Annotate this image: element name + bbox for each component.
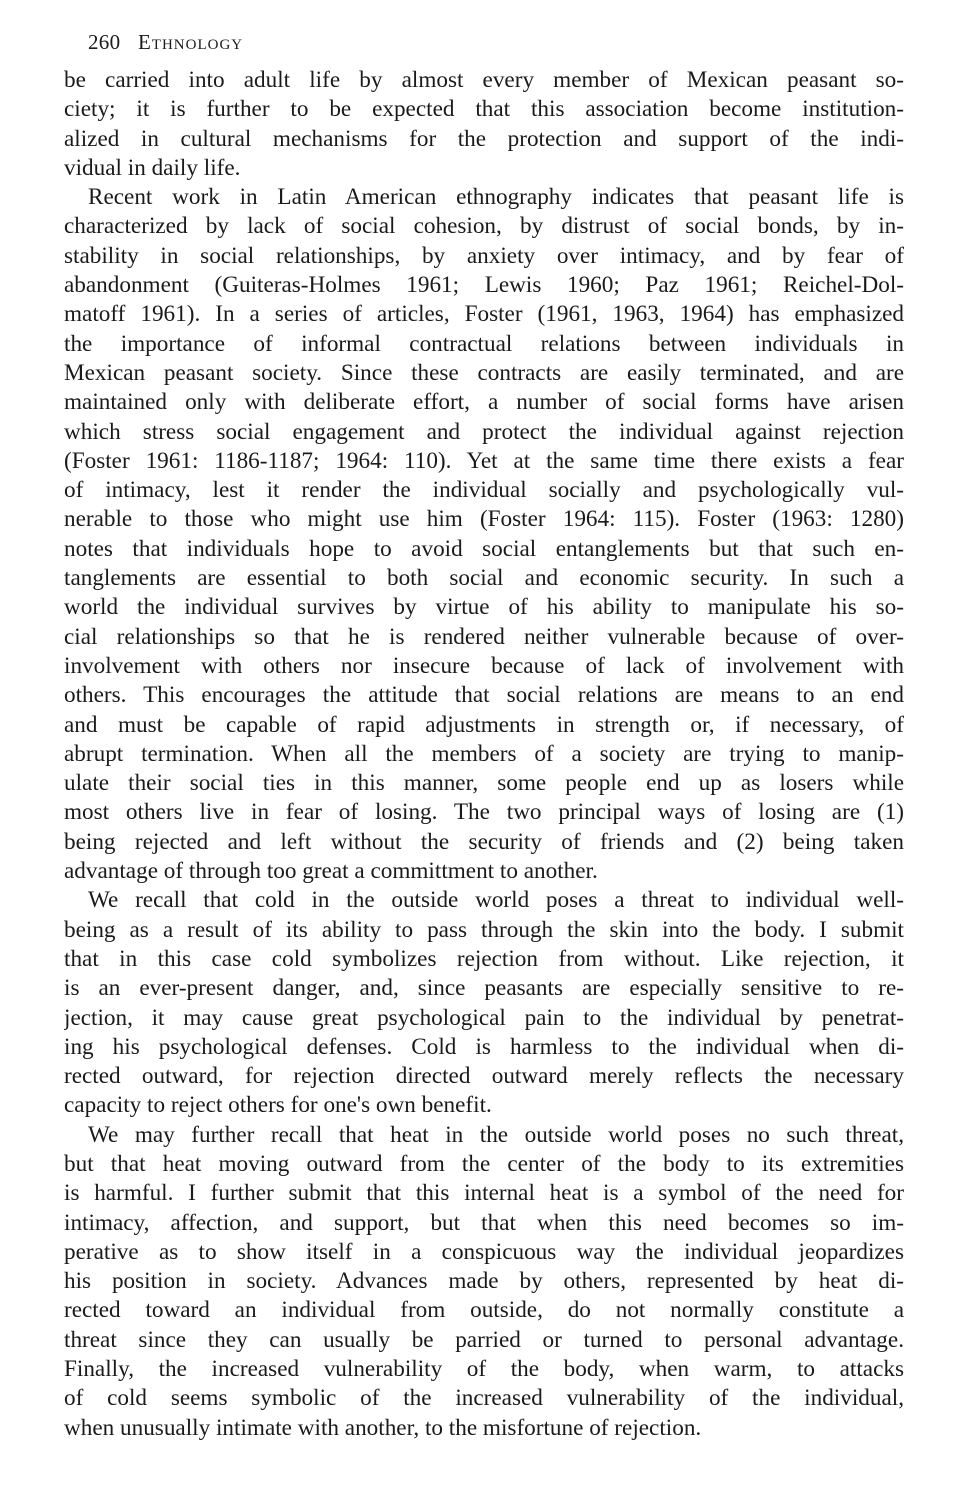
text-line: tanglements are essential to both social and economic security. In such a: [64, 565, 904, 592]
book-page: [64, 22, 904, 1443]
text-line: others. This encourages the attitude that social relations are means to an end: [64, 682, 904, 709]
text-line: capacity to reject others for one's own benefit.: [64, 1092, 492, 1119]
text-line: which stress social engagement and protect the individual against rejection: [64, 418, 904, 445]
text-line: matoff 1961). In a series of articles, Foster (1961, 1963, 1964) has emphasized: [64, 301, 904, 328]
text-line: Mexican peasant society. Since these contracts are easily terminated, and are: [64, 359, 904, 386]
text-line: most others live in fear of losing. The two principal ways of losing are (1): [64, 799, 904, 826]
text-line: characterized by lack of social cohesion, by distrust of social bonds, by in-: [64, 213, 904, 240]
text-line: ciety; it is further to be expected that this association become institution-: [64, 96, 904, 123]
paragraph: [64, 1121, 904, 1443]
text-line: perative as to show itself in a conspicuous way the individual jeopardizes: [64, 1238, 904, 1265]
text-line: the importance of informal contractual relations between individuals in: [64, 330, 904, 357]
text-line: is an ever-present danger, and, since peasants are especially sensitive to re-: [64, 975, 904, 1002]
page-number: 260: [88, 30, 121, 54]
text-line: vidual in daily life.: [64, 154, 241, 181]
text-line: (Foster 1961: 1186-1187; 1964: 110). Yet at the same time there exists a fear: [64, 447, 904, 474]
text-line: advantage of through too great a committment to another.: [64, 858, 598, 885]
running-head: [64, 22, 904, 66]
text-line: stability in social relationships, by anxiety over intimacy, and by fear of: [64, 242, 904, 269]
text-line: threat since they can usually be parried or turned to personal advantage.: [64, 1326, 904, 1353]
text-line: notes that individuals hope to avoid social entanglements but that such en-: [64, 535, 904, 562]
paragraph: [64, 66, 904, 183]
text-line: his position in society. Advances made by others, represented by heat di-: [64, 1268, 904, 1295]
text-line: rected outward, for rejection directed outward merely reflects the necessary: [64, 1063, 904, 1090]
text-line: maintained only with deliberate effort, a number of social forms have arisen: [64, 389, 904, 416]
text-line: involvement with others nor insecure because of lack of involvement with: [64, 652, 904, 679]
text-line: alized in cultural mechanisms for the protection and support of the indi-: [64, 125, 904, 152]
text-line: ing his psychological defenses. Cold is harmless to the individual when di-: [64, 1033, 904, 1060]
text-line: Recent work in Latin American ethnography indicates that peasant life is: [88, 184, 904, 211]
text-line: cial relationships so that he is rendered neither vulnerable because of over-: [64, 623, 904, 650]
text-line: of cold seems symbolic of the increased vulnerability of the individual,: [64, 1385, 904, 1412]
text-line: We may further recall that heat in the outside world poses no such threat,: [88, 1121, 904, 1148]
text-line: rected toward an individual from outside, do not normally constitute a: [64, 1297, 904, 1324]
text-line: Finally, the increased vulnerability of the body, when warm, to attacks: [64, 1356, 904, 1383]
text-line: but that heat moving outward from the center of the body to its extremities: [64, 1150, 904, 1177]
text-line: being rejected and left without the security of friends and (2) being taken: [64, 828, 904, 855]
text-line: world the individual survives by virtue of his ability to manipulate his so-: [64, 594, 904, 621]
text-line: abandonment (Guiteras-Holmes 1961; Lewis 1960; Paz 1961; Reichel-Dol-: [64, 272, 904, 299]
text-line: intimacy, affection, and support, but that when this need becomes so im-: [64, 1209, 904, 1236]
text-line: of intimacy, lest it render the individual socially and psychologically vul-: [64, 477, 904, 504]
text-line: and must be capable of rapid adjustments in strength or, if necessary, of: [64, 711, 904, 738]
journal-title: Ethnology: [137, 30, 244, 54]
text-line: We recall that cold in the outside world poses a threat to individual well-: [88, 887, 904, 914]
text-line: when unusually intimate with another, to the misfortune of rejection.: [64, 1414, 702, 1441]
text-line: ulate their social ties in this manner, some people end up as losers while: [64, 770, 904, 797]
paragraph: [64, 183, 904, 886]
text-line: jection, it may cause great psychological pain to the individual by penetrat-: [64, 1004, 904, 1031]
text-line: nerable to those who might use him (Foster 1964: 115). Foster (1963: 1280): [64, 506, 904, 533]
text-line: that in this case cold symbolizes rejection from without. Like rejection, it: [64, 945, 904, 972]
body-text: [64, 66, 904, 1443]
paragraph: [64, 886, 904, 1120]
text-line: is harmful. I further submit that this internal heat is a symbol of the need for: [64, 1180, 904, 1207]
text-line: abrupt termination. When all the members of a society are trying to manip-: [64, 740, 904, 767]
text-line: be carried into adult life by almost every member of Mexican peasant so-: [64, 67, 904, 93]
text-line: being as a result of its ability to pass through the skin into the body. I submit: [64, 916, 904, 943]
